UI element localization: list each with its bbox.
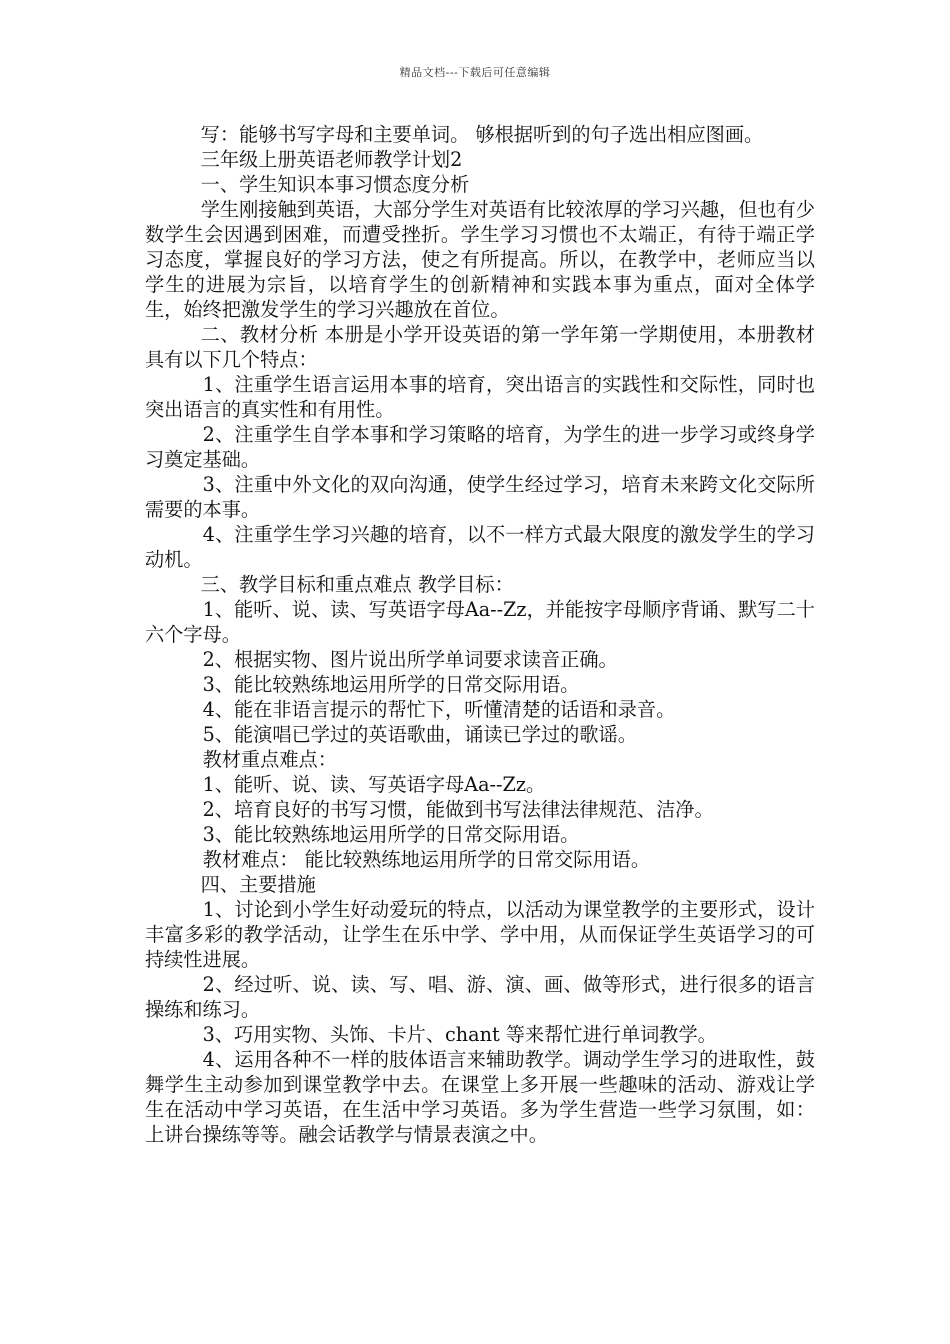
- goal-item: 4、能在非语言提示的帮忙下，听懂清楚的话语和录音。: [202, 698, 676, 721]
- difficulty-line: 教材难点： 能比较熟练地运用所学的日常交际用语。: [202, 848, 651, 871]
- section-2-item: 2、注重学生自学本事和学习策略的培育，为学生的进一步学习或终身学习奠定基础。: [145, 423, 815, 471]
- section-2-heading: 二、教材分析 本册是小学开设英语的第一学年第一学期使用，本册教材具有以下几个特点：: [145, 323, 815, 371]
- section-2-item: 4、注重学生学习兴趣的培育，以不一样方式最大限度的激发学生的学习动机。: [145, 523, 815, 571]
- page-header: 精品文档---下载后可任意编辑: [399, 66, 551, 79]
- measure-item: 2、经过听、说、读、写、唱、游、演、画、做等形式，进行很多的语言操练和练习。: [145, 973, 815, 1021]
- document-body: [145, 122, 815, 1147]
- measure-item: 4、运用各种不一样的肢体语言来辅助教学。调动学生学习的进取性，鼓舞学生主动参加到课堂教学中去。在课堂上多开展一些趣味的活动、游戏让学生在活动中学习英语，在生活中学习英语。多为学生营造一些学习氛围，如：上讲台操练等等。融会话教学与情景表演之中。: [145, 1048, 815, 1146]
- section-2-item: 1、注重学生语言运用本事的培育，突出语言的实践性和交际性，同时也突出语言的真实性和有用性。: [145, 373, 815, 421]
- key-point-item: 2、培育良好的书写习惯，能做到书写法律法律规范、洁净。: [202, 798, 714, 821]
- measure-item: 1、讨论到小学生好动爱玩的特点，以活动为课堂教学的主要形式，设计丰富多彩的教学活动，让学生在乐中学、学中用，从而保证学生英语学习的可持续性进展。: [145, 898, 815, 971]
- goal-item: 5、能演唱已学过的英语歌曲，诵读已学过的歌谣。: [202, 723, 637, 746]
- intro-line: 写：能够书写字母和主要单词。 够根据听到的句子选出相应图画。: [200, 123, 764, 146]
- goal-item: 3、能比较熟练地运用所学的日常交际用语。: [202, 673, 580, 696]
- measure-item: 3、巧用实物、头饰、卡片、chant 等来帮忙进行单词教学。: [202, 1023, 717, 1046]
- key-point-item: 3、能比较熟练地运用所学的日常交际用语。: [202, 823, 580, 846]
- section-2-item: 3、注重中外文化的双向沟通，使学生经过学习，培育未来跨文化交际所需要的本事。: [145, 473, 815, 521]
- section-3-heading: 三、教学目标和重点难点 教学目标：: [200, 573, 514, 596]
- key-point-item: 1、能听、说、读、写英语字母Aa--Zz。: [202, 773, 546, 796]
- goal-item: 2、根据实物、图片说出所学单词要求读音正确。: [202, 648, 618, 671]
- section-1-heading: 一、学生知识本事习惯态度分析: [200, 173, 470, 196]
- goal-item: 1、能听、说、读、写英语字母Aa--Zz，并能按字母顺序背诵、默写二十六个字母。: [145, 598, 815, 646]
- section-4-heading: 四、主要措施: [200, 873, 316, 896]
- key-points-heading: 教材重点难点：: [202, 748, 337, 771]
- section-1-paragraph: 学生刚接触到英语，大部分学生对英语有比较浓厚的学习兴趣，但也有少数学生会因遇到困难，而遭受挫折。学生学习习惯也不太端正，有待于端正学习态度，掌握良好的学习方法，使之有所提高。所以，在教学中，老师应当以学生的进展为宗旨，以培育学生的创新精神和实践本事为重点，面对全体学生，始终把激发学生的学习兴趣放在首位。: [145, 198, 815, 321]
- document-title: 三年级上册英语老师教学计划2: [200, 148, 463, 171]
